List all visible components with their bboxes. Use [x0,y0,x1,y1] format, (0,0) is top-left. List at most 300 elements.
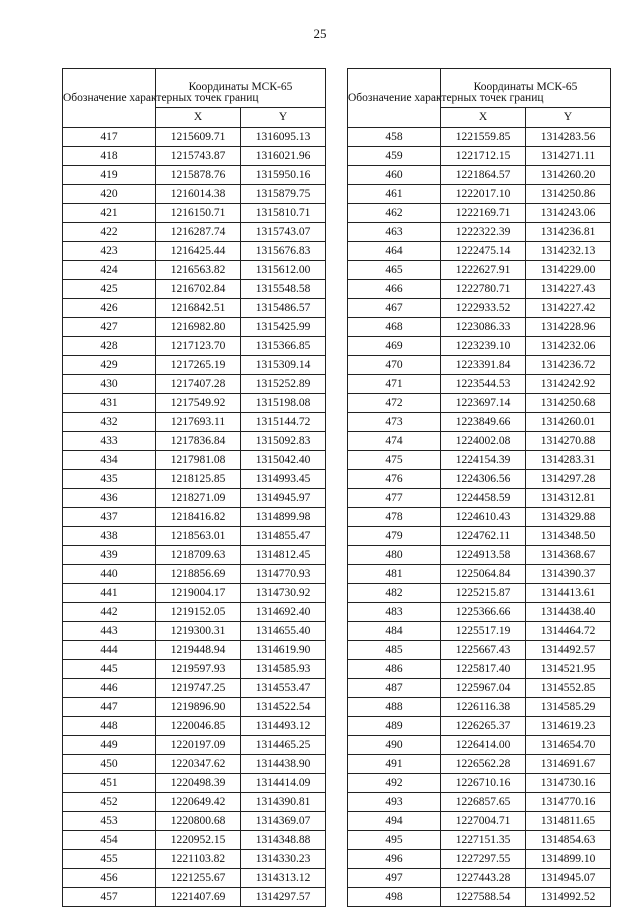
table-row [348,831,611,850]
y-coordinate-cell: 1315042.40 [241,451,326,470]
table-row [63,242,326,261]
y-coordinate-cell: 1315810.71 [241,204,326,223]
point-number-cell: 461 [348,185,441,204]
table-row [348,204,611,223]
x-coordinate-cell: 1221103.82 [156,850,241,869]
point-number-cell: 493 [348,793,441,812]
table-row [63,679,326,698]
point-number-cell: 454 [63,831,156,850]
table-row [63,470,326,489]
y-coordinate-cell: 1314390.37 [526,565,611,584]
table-row [63,261,326,280]
point-number-cell: 443 [63,622,156,641]
x-coordinate-cell: 1225817.40 [441,660,526,679]
x-coordinate-cell: 1218125.85 [156,470,241,489]
point-number-cell: 423 [63,242,156,261]
x-coordinate-cell: 1219152.05 [156,603,241,622]
point-number-cell: 420 [63,185,156,204]
table-row [63,128,326,147]
table-row [348,451,611,470]
table-row [348,546,611,565]
y-coordinate-cell: 1314438.40 [526,603,611,622]
table-row [63,318,326,337]
point-number-cell: 472 [348,394,441,413]
y-coordinate-cell: 1314730.92 [241,584,326,603]
x-coordinate-cell: 1222627.91 [441,261,526,280]
x-header: X [441,107,526,127]
point-number-cell: 441 [63,584,156,603]
y-coordinate-cell: 1314297.28 [526,470,611,489]
x-coordinate-cell: 1226414.00 [441,736,526,755]
point-number-cell: 491 [348,755,441,774]
point-number-cell: 476 [348,470,441,489]
x-coordinate-cell: 1221864.57 [441,166,526,185]
y-coordinate-cell: 1314297.57 [241,888,326,907]
point-number-cell: 485 [348,641,441,660]
point-number-cell: 440 [63,565,156,584]
point-number-cell: 439 [63,546,156,565]
x-coordinate-cell: 1217981.08 [156,451,241,470]
y-coordinate-cell: 1314619.23 [526,717,611,736]
table-row [63,812,326,831]
x-coordinate-cell: 1217836.84 [156,432,241,451]
y-coordinate-cell: 1314553.47 [241,679,326,698]
point-number-cell: 467 [348,299,441,318]
table-row [63,166,326,185]
point-number-cell: 417 [63,128,156,147]
x-coordinate-cell: 1220952.15 [156,831,241,850]
y-coordinate-cell: 1314232.06 [526,337,611,356]
y-coordinate-cell: 1314250.68 [526,394,611,413]
table-row [348,223,611,242]
point-number-cell: 447 [63,698,156,717]
x-coordinate-cell: 1219004.17 [156,584,241,603]
coordinates-table-left [62,68,326,907]
point-number-cell: 419 [63,166,156,185]
x-coordinate-cell: 1226710.16 [441,774,526,793]
point-number-cell: 475 [348,451,441,470]
point-number-cell: 457 [63,888,156,907]
y-coordinate-cell: 1314271.11 [526,147,611,166]
point-number-cell: 482 [348,584,441,603]
point-number-cell: 471 [348,375,441,394]
y-coordinate-cell: 1314250.86 [526,185,611,204]
y-coordinate-cell: 1315252.89 [241,375,326,394]
point-number-cell: 460 [348,166,441,185]
x-coordinate-cell: 1224306.56 [441,470,526,489]
table-row [348,850,611,869]
table-row [348,470,611,489]
y-coordinate-cell: 1315743.07 [241,223,326,242]
table-row [348,755,611,774]
table-row [63,223,326,242]
y-coordinate-cell: 1314330.23 [241,850,326,869]
table-row [63,546,326,565]
y-coordinate-cell: 1314585.29 [526,698,611,717]
x-coordinate-cell: 1223086.33 [441,318,526,337]
y-coordinate-cell: 1314899.98 [241,508,326,527]
x-coordinate-cell: 1216842.51 [156,299,241,318]
x-coordinate-cell: 1221255.67 [156,869,241,888]
point-number-cell: 495 [348,831,441,850]
x-coordinate-cell: 1220046.85 [156,717,241,736]
table-row [63,147,326,166]
table-row [63,451,326,470]
table-row [63,299,326,318]
x-coordinate-cell: 1220498.39 [156,774,241,793]
x-coordinate-cell: 1219896.90 [156,698,241,717]
y-coordinate-cell: 1314236.81 [526,223,611,242]
y-coordinate-cell: 1314855.47 [241,527,326,546]
x-coordinate-cell: 1223849.66 [441,413,526,432]
table-row [348,774,611,793]
y-coordinate-cell: 1314414.09 [241,774,326,793]
y-coordinate-cell: 1314585.93 [241,660,326,679]
table-row [348,869,611,888]
point-number-cell: 473 [348,413,441,432]
x-coordinate-cell: 1216563.82 [156,261,241,280]
x-coordinate-cell: 1225967.04 [441,679,526,698]
point-number-cell: 424 [63,261,156,280]
y-coordinate-cell: 1314522.54 [241,698,326,717]
point-number-cell: 490 [348,736,441,755]
x-coordinate-cell: 1217407.28 [156,375,241,394]
table-row [348,242,611,261]
table-row [63,831,326,850]
x-coordinate-cell: 1224458.59 [441,489,526,508]
coordinates-header: Координаты МСК-65 [156,69,326,108]
table-row [63,603,326,622]
x-coordinate-cell: 1220800.68 [156,812,241,831]
y-coordinate-cell: 1314854.63 [526,831,611,850]
y-coordinate-cell: 1314945.97 [241,489,326,508]
x-coordinate-cell: 1224610.43 [441,508,526,527]
point-number-cell: 448 [63,717,156,736]
y-coordinate-cell: 1314348.88 [241,831,326,850]
table-row [63,869,326,888]
x-coordinate-cell: 1218563.01 [156,527,241,546]
point-number-cell: 497 [348,869,441,888]
y-coordinate-cell: 1316095.13 [241,128,326,147]
x-coordinate-cell: 1219747.25 [156,679,241,698]
point-number-cell: 453 [63,812,156,831]
point-number-cell: 498 [348,888,441,907]
x-coordinate-cell: 1221712.15 [441,147,526,166]
y-coordinate-cell: 1315366.85 [241,337,326,356]
x-coordinate-cell: 1220347.62 [156,755,241,774]
table-row [63,888,326,907]
point-number-cell: 438 [63,527,156,546]
x-coordinate-cell: 1221559.85 [441,128,526,147]
x-coordinate-cell: 1222780.71 [441,280,526,299]
x-coordinate-cell: 1226562.28 [441,755,526,774]
point-number-cell: 468 [348,318,441,337]
coordinates-header: Координаты МСК-65 [441,69,611,108]
point-number-cell: 456 [63,869,156,888]
x-coordinate-cell: 1223697.14 [441,394,526,413]
y-coordinate-cell: 1314348.50 [526,527,611,546]
y-coordinate-cell: 1314812.45 [241,546,326,565]
x-coordinate-cell: 1225064.84 [441,565,526,584]
table-row [348,584,611,603]
point-number-cell: 435 [63,470,156,489]
x-header: X [156,107,241,127]
table-row [348,736,611,755]
point-number-cell: 477 [348,489,441,508]
y-coordinate-cell: 1314283.31 [526,451,611,470]
point-number-cell: 469 [348,337,441,356]
point-number-cell: 484 [348,622,441,641]
point-number-cell: 459 [348,147,441,166]
table-row [63,356,326,375]
x-coordinate-cell: 1219448.94 [156,641,241,660]
point-number-cell: 449 [63,736,156,755]
table-row [348,394,611,413]
x-coordinate-cell: 1218271.09 [156,489,241,508]
x-coordinate-cell: 1224762.11 [441,527,526,546]
x-coordinate-cell: 1222475.14 [441,242,526,261]
y-coordinate-cell: 1314227.43 [526,280,611,299]
point-number-cell: 425 [63,280,156,299]
x-coordinate-cell: 1227443.28 [441,869,526,888]
x-coordinate-cell: 1219300.31 [156,622,241,641]
table-row [63,850,326,869]
point-number-cell: 444 [63,641,156,660]
x-coordinate-cell: 1220649.42 [156,793,241,812]
point-number-cell: 418 [63,147,156,166]
table-row [348,565,611,584]
coordinates-table-right [347,68,611,907]
point-number-cell: 463 [348,223,441,242]
y-coordinate-cell: 1315309.14 [241,356,326,375]
point-number-cell: 478 [348,508,441,527]
x-coordinate-cell: 1223391.84 [441,356,526,375]
x-coordinate-cell: 1225667.43 [441,641,526,660]
y-coordinate-cell: 1315144.72 [241,413,326,432]
point-number-cell: 431 [63,394,156,413]
table-row [348,641,611,660]
table-row [348,147,611,166]
table-row [348,261,611,280]
y-coordinate-cell: 1314811.65 [526,812,611,831]
table-row [348,489,611,508]
point-number-cell: 422 [63,223,156,242]
table-row [63,698,326,717]
x-coordinate-cell: 1219597.93 [156,660,241,679]
x-coordinate-cell: 1226265.37 [441,717,526,736]
point-number-cell: 481 [348,565,441,584]
y-coordinate-cell: 1315425.99 [241,318,326,337]
y-coordinate-cell: 1314493.12 [241,717,326,736]
point-number-cell: 492 [348,774,441,793]
point-number-cell: 450 [63,755,156,774]
x-coordinate-cell: 1215743.87 [156,147,241,166]
y-coordinate-cell: 1314413.61 [526,584,611,603]
table-row [63,755,326,774]
table-row [63,508,326,527]
y-coordinate-cell: 1315879.75 [241,185,326,204]
x-coordinate-cell: 1218856.69 [156,565,241,584]
x-coordinate-cell: 1227588.54 [441,888,526,907]
point-number-cell: 432 [63,413,156,432]
y-coordinate-cell: 1314492.57 [526,641,611,660]
y-coordinate-cell: 1315092.83 [241,432,326,451]
point-label-header: Обозначение характерных точек границ [348,69,441,128]
point-number-cell: 430 [63,375,156,394]
x-coordinate-cell: 1217549.92 [156,394,241,413]
point-number-cell: 464 [348,242,441,261]
y-coordinate-cell: 1314655.40 [241,622,326,641]
table-row [63,717,326,736]
point-number-cell: 451 [63,774,156,793]
x-coordinate-cell: 1224913.58 [441,546,526,565]
table-row [348,793,611,812]
point-number-cell: 479 [348,527,441,546]
x-coordinate-cell: 1217693.11 [156,413,241,432]
point-number-cell: 466 [348,280,441,299]
table-row [63,736,326,755]
point-number-cell: 433 [63,432,156,451]
x-coordinate-cell: 1216425.44 [156,242,241,261]
table-row [348,185,611,204]
y-coordinate-cell: 1314730.16 [526,774,611,793]
point-number-cell: 437 [63,508,156,527]
y-coordinate-cell: 1316021.96 [241,147,326,166]
y-coordinate-cell: 1314692.40 [241,603,326,622]
table-row [348,166,611,185]
y-coordinate-cell: 1314654.70 [526,736,611,755]
x-coordinate-cell: 1216982.80 [156,318,241,337]
point-number-cell: 436 [63,489,156,508]
table-row [63,565,326,584]
point-number-cell: 458 [348,128,441,147]
point-number-cell: 429 [63,356,156,375]
y-coordinate-cell: 1314313.12 [241,869,326,888]
x-coordinate-cell: 1227297.55 [441,850,526,869]
table-row [63,413,326,432]
y-coordinate-cell: 1314260.20 [526,166,611,185]
y-coordinate-cell: 1314521.95 [526,660,611,679]
table-row [348,413,611,432]
point-number-cell: 446 [63,679,156,698]
y-coordinate-cell: 1314992.52 [526,888,611,907]
table-row [348,679,611,698]
x-coordinate-cell: 1223239.10 [441,337,526,356]
table-row [63,793,326,812]
y-coordinate-cell: 1314691.67 [526,755,611,774]
y-coordinate-cell: 1315486.57 [241,299,326,318]
y-coordinate-cell: 1314227.42 [526,299,611,318]
y-coordinate-cell: 1315950.16 [241,166,326,185]
point-number-cell: 494 [348,812,441,831]
point-number-cell: 427 [63,318,156,337]
x-coordinate-cell: 1222933.52 [441,299,526,318]
x-coordinate-cell: 1227151.35 [441,831,526,850]
y-coordinate-cell: 1314770.93 [241,565,326,584]
y-coordinate-cell: 1314899.10 [526,850,611,869]
point-number-cell: 496 [348,850,441,869]
x-coordinate-cell: 1225517.19 [441,622,526,641]
x-coordinate-cell: 1218709.63 [156,546,241,565]
y-coordinate-cell: 1314260.01 [526,413,611,432]
y-coordinate-cell: 1314993.45 [241,470,326,489]
y-coordinate-cell: 1314390.81 [241,793,326,812]
table-row [348,375,611,394]
x-coordinate-cell: 1220197.09 [156,736,241,755]
x-coordinate-cell: 1227004.71 [441,812,526,831]
x-coordinate-cell: 1215609.71 [156,128,241,147]
table-row [348,432,611,451]
y-coordinate-cell: 1314283.56 [526,128,611,147]
x-coordinate-cell: 1226116.38 [441,698,526,717]
x-coordinate-cell: 1217265.19 [156,356,241,375]
x-coordinate-cell: 1222017.10 [441,185,526,204]
table-row [348,527,611,546]
y-coordinate-cell: 1314552.85 [526,679,611,698]
y-coordinate-cell: 1314368.67 [526,546,611,565]
y-coordinate-cell: 1314228.96 [526,318,611,337]
point-number-cell: 455 [63,850,156,869]
table-row [63,774,326,793]
x-coordinate-cell: 1224002.08 [441,432,526,451]
table-row [63,489,326,508]
point-number-cell: 434 [63,451,156,470]
y-coordinate-cell: 1314242.92 [526,375,611,394]
point-number-cell: 445 [63,660,156,679]
y-coordinate-cell: 1315676.83 [241,242,326,261]
table-row [63,375,326,394]
point-number-cell: 488 [348,698,441,717]
point-label-header: Обозначение характерных точек границ [63,69,156,128]
y-coordinate-cell: 1314619.90 [241,641,326,660]
y-coordinate-cell: 1315198.08 [241,394,326,413]
y-coordinate-cell: 1314465.25 [241,736,326,755]
table-row [348,698,611,717]
x-coordinate-cell: 1216150.71 [156,204,241,223]
table-row [63,185,326,204]
point-number-cell: 474 [348,432,441,451]
x-coordinate-cell: 1222169.71 [441,204,526,223]
table-row [348,622,611,641]
table-row [348,717,611,736]
x-coordinate-cell: 1215878.76 [156,166,241,185]
table-row [348,128,611,147]
x-coordinate-cell: 1216702.84 [156,280,241,299]
table-row [348,356,611,375]
table-row [63,432,326,451]
point-number-cell: 426 [63,299,156,318]
table-row [348,812,611,831]
point-number-cell: 480 [348,546,441,565]
point-number-cell: 462 [348,204,441,223]
y-header: Y [241,107,326,127]
x-coordinate-cell: 1225215.87 [441,584,526,603]
y-coordinate-cell: 1314232.13 [526,242,611,261]
x-coordinate-cell: 1216287.74 [156,223,241,242]
table-row [63,527,326,546]
x-coordinate-cell: 1218416.82 [156,508,241,527]
y-coordinate-cell: 1314464.72 [526,622,611,641]
y-coordinate-cell: 1314312.81 [526,489,611,508]
table-row [63,641,326,660]
y-coordinate-cell: 1315548.58 [241,280,326,299]
table-row [63,584,326,603]
point-number-cell: 470 [348,356,441,375]
table-row [348,508,611,527]
table-row [63,280,326,299]
table-row [63,204,326,223]
table-row [348,660,611,679]
